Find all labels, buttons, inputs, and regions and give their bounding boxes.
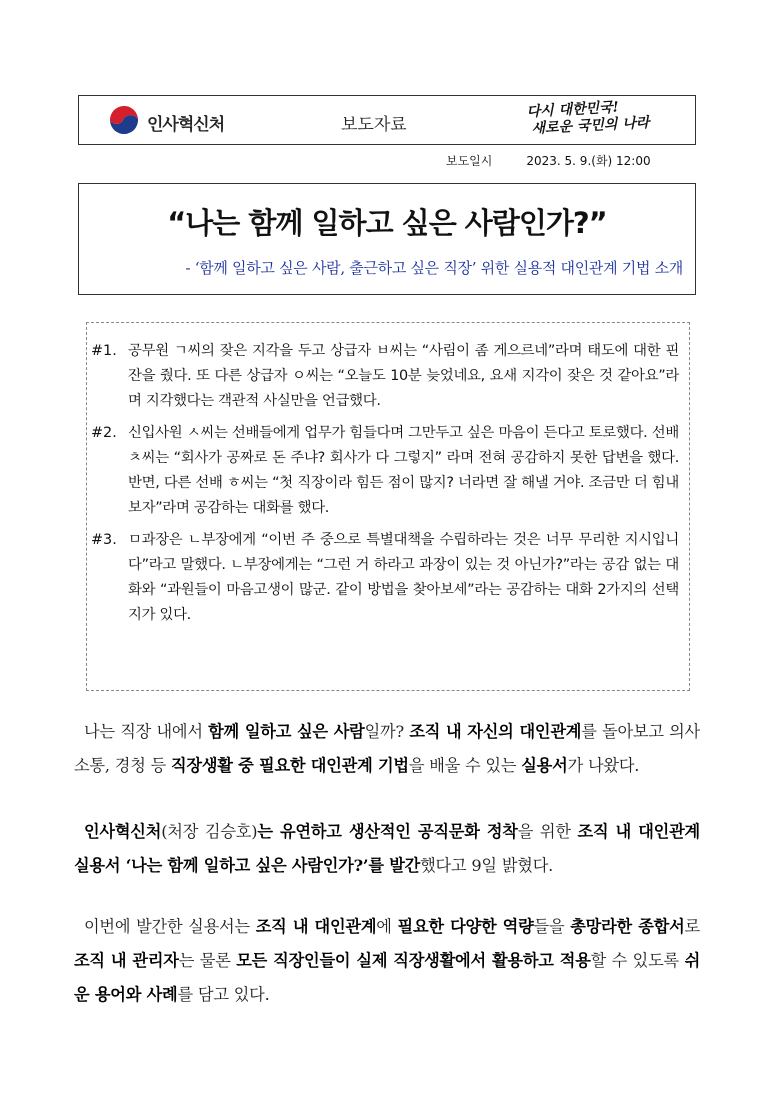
bold-run: 조직 내 자신의 대인관계 [409, 722, 582, 741]
text-run: 일까? [364, 722, 410, 741]
case-number: #1. [91, 343, 117, 359]
title-box [78, 183, 696, 295]
release-date-value: 2023. 5. 9.(화) 12:00 [526, 154, 651, 168]
bold-run: 실용서 [521, 756, 568, 775]
case-item [91, 421, 679, 521]
text-run: 를 돌아보고 의사소통, 경청 등 [74, 722, 700, 775]
bold-run: 조직 내 관리자 [74, 951, 179, 970]
case-number: #2. [91, 425, 117, 441]
text-run: 가 나왔다. [567, 756, 640, 775]
text-run: (처장 김승호) [161, 822, 258, 841]
case-examples-box [86, 322, 690, 691]
text-run: 나는 직장 내에서 [84, 722, 209, 741]
paragraph-runs [74, 822, 700, 875]
bold-run: 유연하고 생산적인 공직문화 정착 [279, 822, 518, 841]
paragraph-runs [74, 917, 700, 1004]
text-run: 을 배울 수 있는 [408, 756, 522, 775]
bold-run: 함께 일하고 싶은 사람 [208, 722, 365, 741]
body-paragraph-1 [74, 715, 700, 783]
org-name: 인사혁신처 [147, 115, 225, 135]
body-paragraph-2 [74, 815, 700, 883]
bold-run: 모든 직장인들이 실제 직장생활에서 활용하고 적용 [236, 951, 591, 970]
text-run: 들을 [533, 917, 571, 936]
press-header [78, 95, 696, 145]
text-run: 을 위한 [517, 822, 578, 841]
bold-run: 총망라한 종합서 [570, 917, 685, 936]
text-run: 를 담고 있다. [177, 985, 270, 1004]
slogan-line-1: 다시 대한민국! [526, 99, 620, 121]
body-paragraph-3 [74, 910, 700, 1012]
slogan [526, 96, 688, 138]
text-run: 이번에 발간한 실용서는 [84, 917, 256, 936]
bold-run: 조직 내 대인관계 [255, 917, 377, 936]
bold-run: 직장생활 중 필요한 대인관계 기법 [170, 756, 409, 775]
case-text: ㅁ과장은 ㄴ부장에게 “이번 주 중으로 특별대책을 수립하라는 것은 너무 무리한 지시입니다”라고 말했다. ㄴ부장에게는 “그런 거 하라고 과장이 있는 것 아닌가?”라는 공감 없는 대화와 “과원들이 마음고생이 많군. 같이 방법을 찾아보세”라는 공감하는 대화 2가지의 선택지가 있다. [128, 532, 679, 623]
release-date [446, 152, 651, 169]
case-number: #3. [91, 532, 117, 548]
bold-run: 인사혁신처 [84, 822, 162, 841]
case-text: 신입사원 ㅅ씨는 선배들에게 업무가 힘들다며 그만두고 싶은 마음이 든다고 토로했다. 선배 ㅊ씨는 “회사가 공짜로 돈 주냐? 회사가 다 그렇지” 라며 전혀 공감하지 못한 답변을 했다. 반면, 다른 선배 ㅎ씨는 “첫 직장이라 힘든 점이 많지? 너라면 잘 해낼 거야. 조금만 더 힘내보자”라며 공감하는 대화를 했다. [128, 425, 679, 516]
text-run: 에 [376, 917, 398, 936]
subheadline: - ‘함께 일하고 싶은 사람, 출근하고 싶은 직장’ 위한 실용적 대인관계 기법 소개 [185, 259, 683, 277]
paragraph-runs [74, 722, 700, 775]
case-item [91, 528, 679, 628]
text-run: 로 [684, 917, 700, 936]
bold-run: 조직 내 대인관계 실용서 ‘나는 함께 일하고 싶은 사람인가?’를 발간 [74, 822, 700, 875]
bold-run: 필요한 다양한 역량 [397, 917, 534, 936]
case-item [91, 339, 679, 414]
slogan-line-2: 새로운 국민의 나라 [531, 114, 650, 137]
bold-run: 는 [257, 822, 280, 841]
release-date-label: 보도일시 [446, 154, 493, 168]
headline: “나는 함께 일하고 싶은 사람인가?” [167, 206, 607, 240]
bold-run: 쉬운 용어와 사례 [74, 951, 700, 1004]
text-run: 할 수 있도록 [590, 951, 685, 970]
case-text: 공무원 ㄱ씨의 잦은 지각을 두고 상급자 ㅂ씨는 “사림이 좀 게으르네”라며 태도에 대한 핀잔을 줬다. 또 다른 상급자 ㅇ씨는 “오늘도 10분 늦었네요, 요새 지각이 잦은 것 같아요”라며 지각했다는 객관적 사실만을 언급했다. [128, 343, 679, 409]
government-emblem-icon [107, 105, 141, 141]
text-run: 는 물론 [178, 951, 237, 970]
document-type: 보도자료 [341, 115, 407, 135]
text-run: 했다고 9일 밝혔다. [420, 856, 554, 875]
